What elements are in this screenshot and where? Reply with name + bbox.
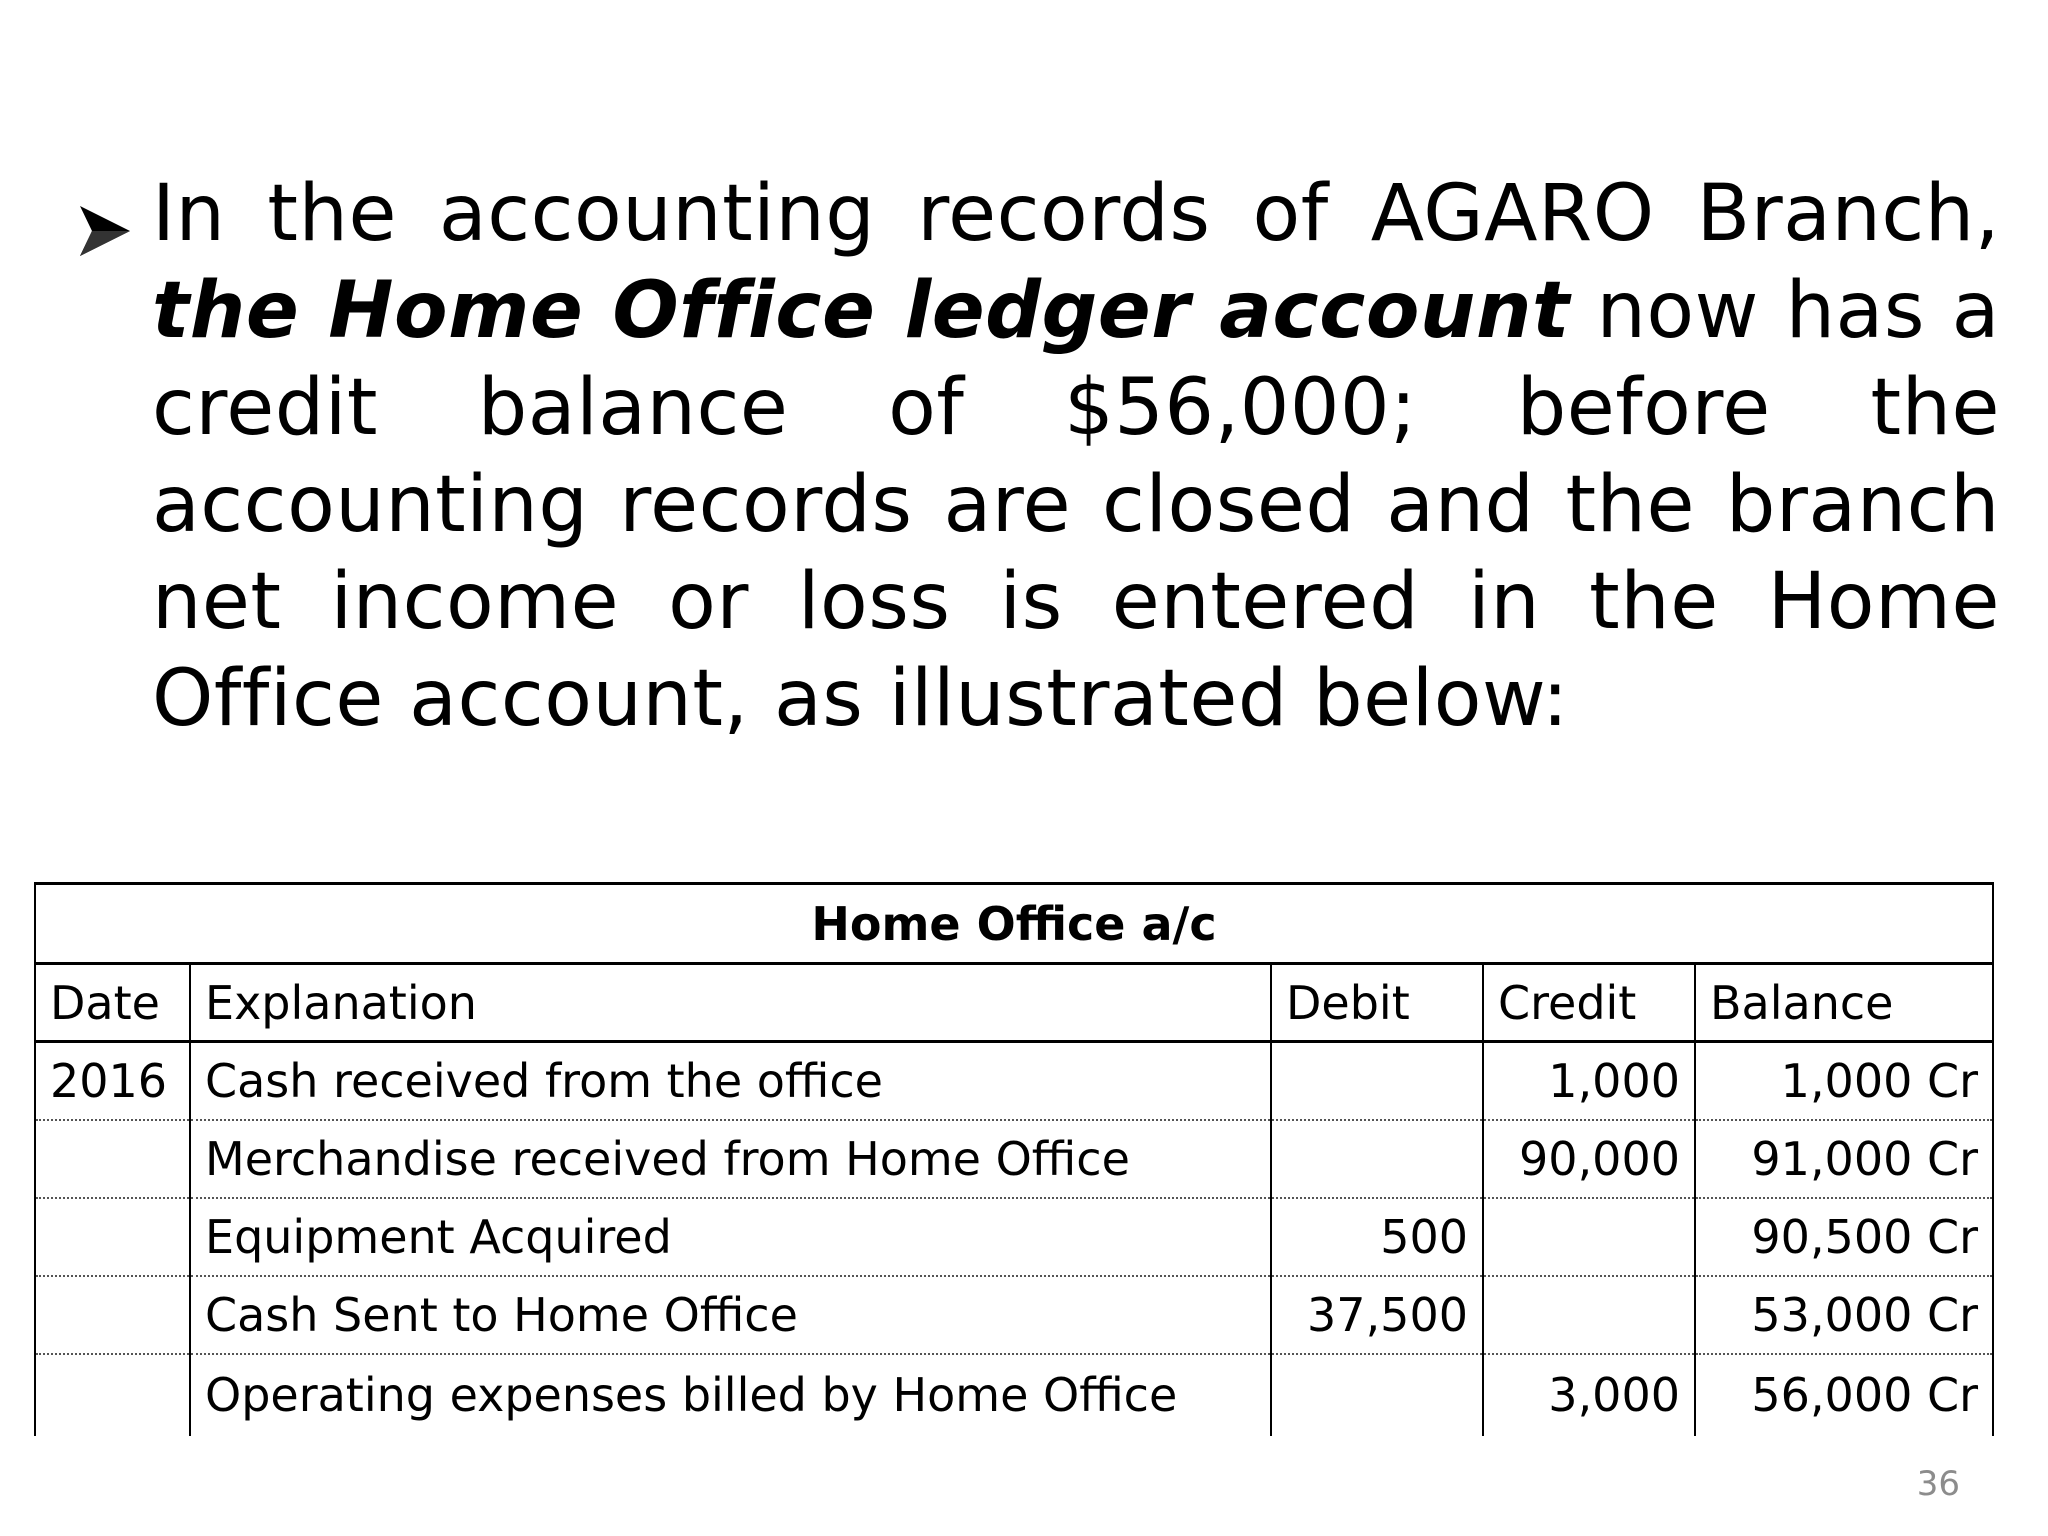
cell-credit: 90,000	[1483, 1120, 1695, 1198]
cell-date	[35, 1354, 190, 1436]
table-row	[35, 1042, 1993, 1120]
home-office-ledger-table	[34, 882, 1994, 1436]
page-number: 36	[1916, 1464, 1960, 1504]
cell-credit: 3,000	[1483, 1354, 1695, 1436]
table-row	[35, 1120, 1993, 1198]
cell-explanation: Operating expenses billed by Home Office	[190, 1354, 1271, 1436]
intro-text-part1: In the accounting records of AGARO Branch,	[152, 169, 2000, 259]
ledger-title: Home Office a/c	[35, 884, 1993, 964]
cell-explanation: Cash Sent to Home Office	[190, 1276, 1271, 1354]
header-balance: Balance	[1695, 964, 1993, 1042]
header-credit: Credit	[1483, 964, 1695, 1042]
header-debit: Debit	[1271, 964, 1483, 1042]
cell-date: 2016	[35, 1042, 190, 1120]
intro-paragraph	[152, 166, 2000, 748]
intro-text-part2: now has a credit balance of $56,000; before the accounting records are closed and the branch net income or loss is entered in the Home Office account, as illustrated below:	[152, 266, 2000, 744]
cell-credit	[1483, 1198, 1695, 1276]
cell-balance: 1,000 Cr	[1695, 1042, 1993, 1120]
cell-explanation: Merchandise received from Home Office	[190, 1120, 1271, 1198]
cell-date	[35, 1120, 190, 1198]
header-explanation: Explanation	[190, 964, 1271, 1042]
intro-emphasis: the Home Office ledger account	[152, 266, 1570, 356]
cell-explanation: Equipment Acquired	[190, 1198, 1271, 1276]
cell-balance: 91,000 Cr	[1695, 1120, 1993, 1198]
cell-balance: 53,000 Cr	[1695, 1276, 1993, 1354]
ledger-header-row	[35, 964, 1993, 1042]
cell-balance: 56,000 Cr	[1695, 1354, 1993, 1436]
cell-credit: 1,000	[1483, 1042, 1695, 1120]
cell-credit	[1483, 1276, 1695, 1354]
ledger-title-row	[35, 884, 1993, 964]
cell-debit	[1271, 1354, 1483, 1436]
arrow-bullet-icon	[76, 202, 134, 260]
cell-explanation: Cash received from the office	[190, 1042, 1271, 1120]
cell-balance: 90,500 Cr	[1695, 1198, 1993, 1276]
cell-debit	[1271, 1042, 1483, 1120]
header-date: Date	[35, 964, 190, 1042]
table-row	[35, 1198, 1993, 1276]
cell-date	[35, 1198, 190, 1276]
cell-debit	[1271, 1120, 1483, 1198]
cell-debit: 37,500	[1271, 1276, 1483, 1354]
table-row	[35, 1276, 1993, 1354]
cell-date	[35, 1276, 190, 1354]
table-row	[35, 1354, 1993, 1436]
cell-debit: 500	[1271, 1198, 1483, 1276]
